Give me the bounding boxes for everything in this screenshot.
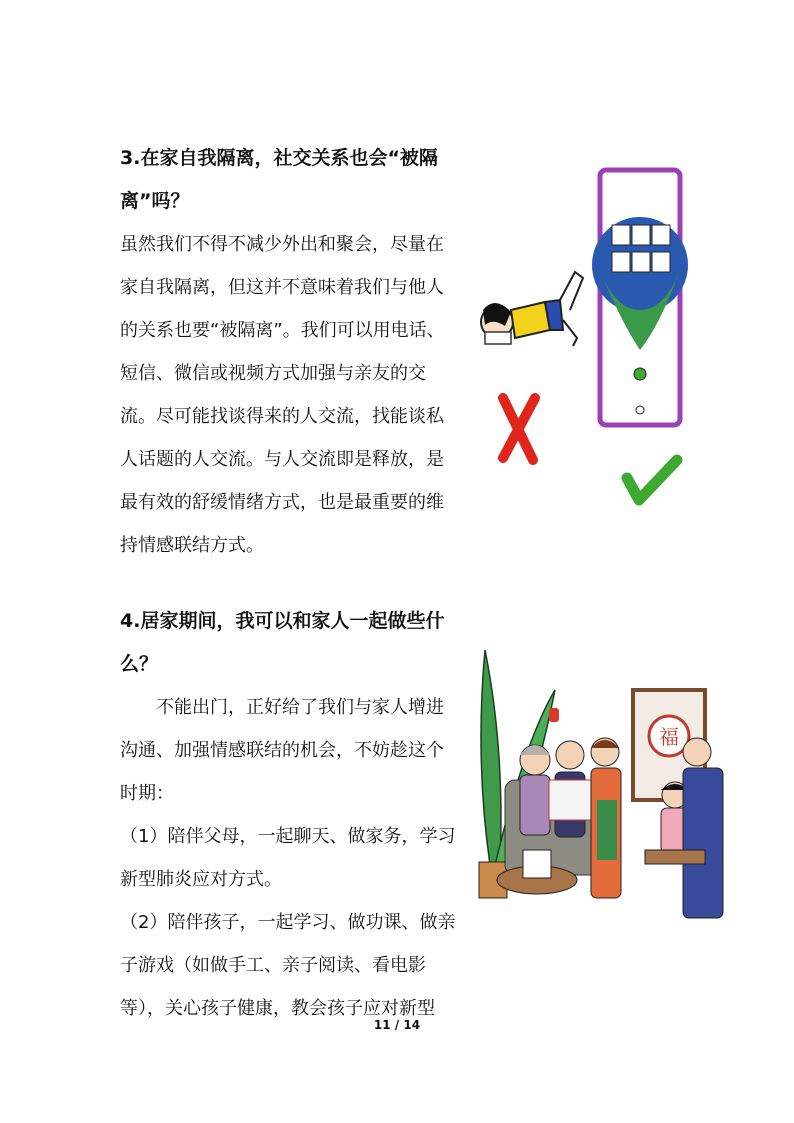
grandmother-figure (520, 745, 550, 835)
section-4-heading: 4.居家期间，我可以和家人一起做些什么？ (120, 610, 445, 675)
section-3-heading: 3.在家自我隔离，社交关系也会“被隔离”吗？ (120, 147, 438, 212)
section-4-item-2: （2）陪伴孩子，一起学习、做功课、做亲子游戏（如做手工、亲子阅读、看电影等），关心孩子健康，教会孩子应对新型 (120, 912, 456, 1019)
page-number: 11 / 14 (373, 1018, 421, 1032)
green-check-icon (627, 460, 677, 500)
lantern-icon (549, 708, 559, 722)
section-3 (120, 137, 460, 567)
mother-figure (591, 738, 621, 898)
vegetable-basket (523, 850, 551, 878)
family-at-home-illustration (465, 640, 745, 955)
section-4 (120, 600, 460, 1030)
section-3-body: 虽然我们不得不减少外出和聚会，尽量在家自我隔离，但这并不意味着我们与他人的关系也要“被隔离”。我们可以用电话、短信、微信或视频方式加强与亲友的交流。尽可能找谈得来的人交流，找能谈私人话题的人交流。与人交流即是释放，是最有效的舒缓情绪方式，也是最重要的维持情感联结方式。 (120, 234, 445, 556)
red-cross-icon (503, 398, 535, 460)
smartphone-video-call (592, 170, 688, 425)
study-desk (645, 850, 705, 864)
lying-person-figure (481, 272, 583, 346)
fu-character: 福 (659, 725, 679, 749)
section-4-item-1: （1）陪伴父母，一起聊天、做家务，学习新型肺炎应对方式。 (120, 826, 456, 890)
section-4-intro: 不能出门，正好给了我们与家人增进沟通、加强情感联结的机会，不妨趁这个时期： (120, 697, 444, 804)
video-call-illustration (475, 160, 690, 520)
